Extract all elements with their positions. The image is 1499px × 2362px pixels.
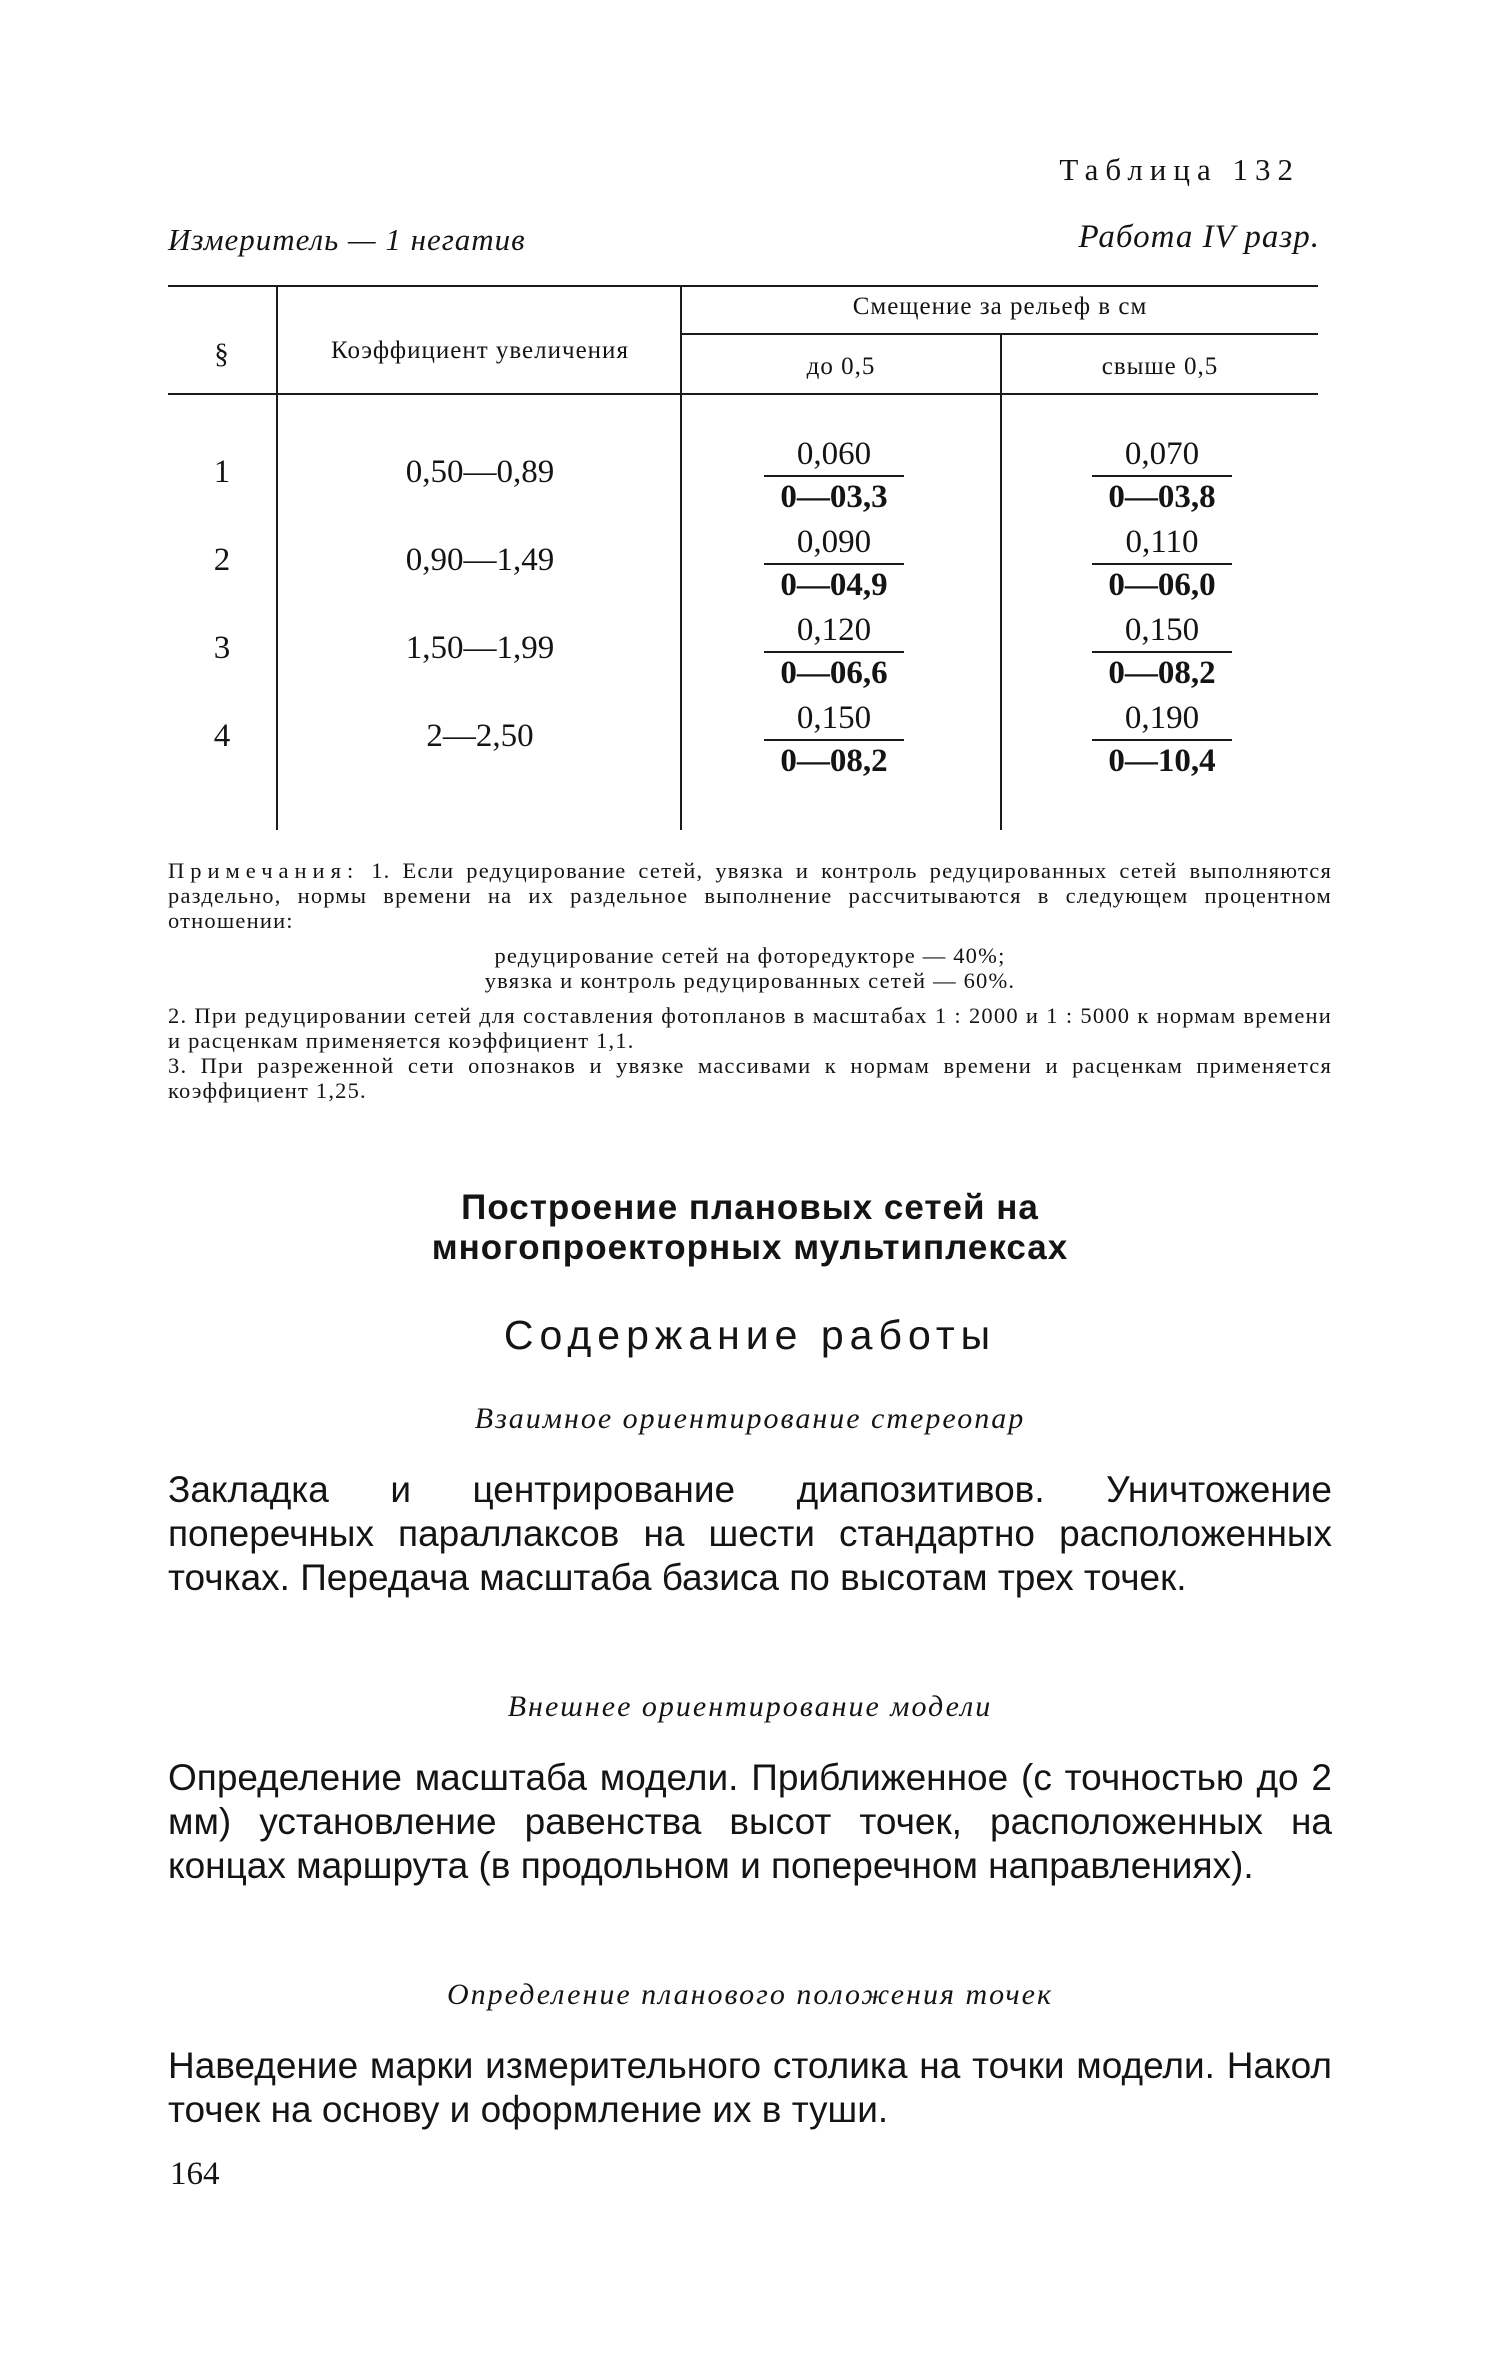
row-3-high-price: 0—08,2 — [1092, 651, 1232, 693]
row-2-low-price: 0—04,9 — [764, 563, 904, 605]
table-header-bottom-rule — [168, 393, 1318, 395]
row-1-shift-high — [1092, 433, 1232, 517]
row-1-shift-low — [764, 433, 904, 517]
row-4-shift-high — [1092, 697, 1232, 781]
row-4-number: 4 — [213, 718, 231, 754]
paragraph-plan-position: Наведение марки измерительного столика на точки модели. Накол точек на основу и оформление их в туши. — [168, 2045, 1332, 2130]
note-2: 2. При редуцировании сетей для составления фотопланов в масштабах 1 : 2000 и 1 : 5000 к нормам времени и расценкам применяется коэффициент 1,1. — [168, 1003, 1332, 1053]
row-1-high-rate: 0,070 — [1124, 436, 1200, 472]
row-4-shift-low — [764, 697, 904, 781]
table-col-divider-3 — [1000, 335, 1002, 830]
col-header-shift-high: свыше 0,5 — [1101, 353, 1219, 380]
page-number: 164 — [170, 2156, 220, 2192]
table-notes — [168, 858, 1332, 1103]
subheading-plan-position: Определение планового положения точек — [446, 1978, 1053, 2011]
col-header-shift-group: Смещение за рельеф в см — [852, 293, 1148, 320]
paragraph-external-orientation: Определение масштаба модели. Приближенное (с точностью до 2 мм) установление равенства высот точек, расположенных на концах маршрута (в продольном и поперечном направлениях). — [168, 1757, 1332, 1886]
row-2-coefficient: 0,90—1,49 — [405, 542, 555, 578]
row-1-high-price: 0—03,8 — [1092, 475, 1232, 517]
row-3-number: 3 — [213, 630, 231, 666]
col-header-section: § — [214, 338, 230, 370]
row-2-number: 2 — [213, 542, 231, 578]
row-3-coefficient: 1,50—1,99 — [405, 630, 555, 666]
col-header-shift-low: до 0,5 — [806, 353, 876, 380]
row-3-high-rate: 0,150 — [1124, 612, 1200, 648]
section-title: Построение плановых сетей на многопроекторных мультиплексах — [431, 1188, 1069, 1267]
note-1-text: 1. Если редуцирование сетей, увязка и контроль редуцированных сетей выполняются раздельно, нормы времени на их раздельное выполнение рассчитываются в следующем процентном отношении: — [168, 858, 1332, 933]
content-heading: Содержание работы — [503, 1312, 997, 1358]
row-1-low-rate: 0,060 — [796, 436, 872, 472]
row-2-shift-high — [1092, 521, 1232, 605]
row-2-shift-low — [764, 521, 904, 605]
note-3: 3. При разреженной сети опознаков и увязке массивами к нормам времени и расценкам применяется коэффициент 1,25. — [168, 1053, 1332, 1103]
note-1 — [168, 858, 1332, 933]
row-1-number: 1 — [213, 454, 231, 490]
row-4-high-price: 0—10,4 — [1092, 739, 1232, 781]
notes-heading: Примечания: — [168, 858, 360, 883]
table-top-rule — [168, 285, 1318, 287]
row-3-shift-high — [1092, 609, 1232, 693]
row-2-low-rate: 0,090 — [796, 524, 872, 560]
col-header-coefficient: Коэффициент увеличения — [331, 337, 629, 364]
row-3-low-price: 0—06,6 — [764, 651, 904, 693]
table-col-divider-1 — [276, 287, 278, 830]
paragraph-mutual-orientation: Закладка и центрирование диапозитивов. Уничтожение поперечных параллаксов на шести стандартно расположенных точках. Передача масштаба базиса по высотам трех точек. — [168, 1469, 1332, 1598]
note-1-line-b: увязка и контроль редуцированных сетей — 60%. — [484, 968, 1016, 993]
row-4-low-rate: 0,150 — [796, 700, 872, 736]
row-3-low-rate: 0,120 — [796, 612, 872, 648]
table-header-mid-rule — [680, 333, 1318, 335]
work-grade: Работа IV разр. — [1078, 219, 1320, 255]
row-3-shift-low — [764, 609, 904, 693]
row-4-coefficient: 2—2,50 — [426, 718, 534, 754]
subheading-external-orientation: Внешнее ориентирование модели — [507, 1690, 993, 1723]
measure-unit: Измеритель — 1 негатив — [168, 222, 526, 257]
row-4-high-rate: 0,190 — [1124, 700, 1200, 736]
row-1-low-price: 0—03,3 — [764, 475, 904, 517]
row-2-high-price: 0—06,0 — [1092, 563, 1232, 605]
table-label: Таблица 132 — [1059, 152, 1300, 187]
row-1-coefficient: 0,50—0,89 — [405, 454, 555, 490]
subheading-mutual-orientation: Взаимное ориентирование стереопар — [474, 1402, 1026, 1435]
row-2-high-rate: 0,110 — [1125, 524, 1199, 560]
note-1-line-a: редуцирование сетей на фоторедукторе — 40%; — [494, 943, 1006, 968]
row-4-low-price: 0—08,2 — [764, 739, 904, 781]
